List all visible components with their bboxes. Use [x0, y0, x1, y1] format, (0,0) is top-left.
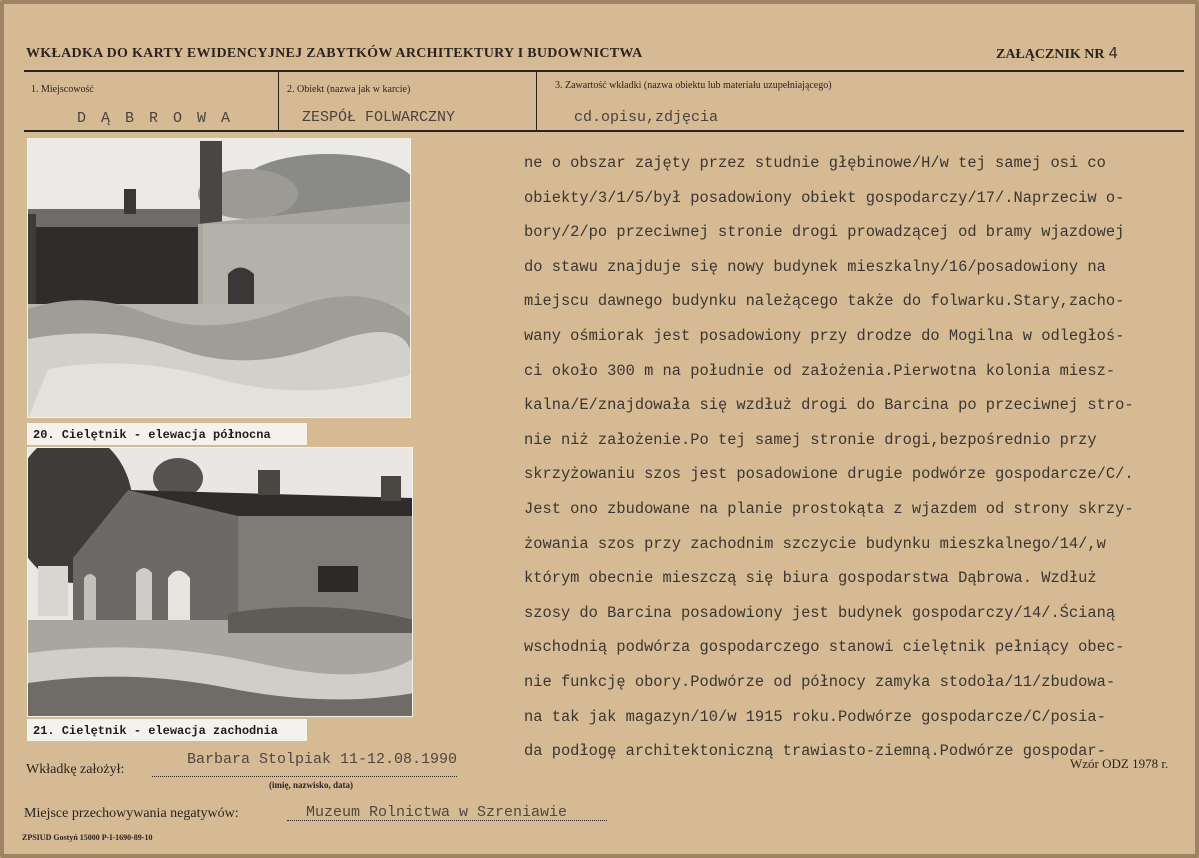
typed-line: bory/2/po przeciwnej stronie drogi prowadzącej od bramy wjazdowej [524, 223, 1125, 242]
photo-north-elevation-image [28, 139, 411, 418]
author-dotline [152, 776, 457, 777]
author-label: Wkładkę założył: [26, 762, 125, 777]
typed-line: miejscu dawnego budynku należącego także do folwarku.Stary,zacho- [524, 292, 1125, 311]
typed-line: żowania szos przy zachodnim szczycie budynku mieszkalnego/14/,w [524, 534, 1106, 553]
photo-caption-west: 21. Cielętnik - elewacja zachodnia [27, 719, 307, 741]
typed-line: ci około 300 m na południe od założenia.Pierwotna kolonia miesz- [524, 361, 1116, 380]
typed-description [524, 146, 1184, 769]
header-rule-top [24, 70, 1184, 72]
typed-line: nie funkcję obory.Podwórze od północy zamyka stodoła/11/zbudowa- [524, 672, 1116, 691]
contents-label: 3. Zawartość wkładki (nazwa obiektu lub materiału uzupełniającego) [555, 80, 832, 91]
form-reference: Wzór ODZ 1978 r. [1070, 756, 1169, 771]
typed-line: którym obecnie mieszczą się biura gospodarstwa Dąbrowa. Wzdłuż [524, 569, 1097, 588]
negatives-value: Muzeum Rolnictwa w Szreniawie [306, 804, 568, 821]
card-title: WKŁADKA DO KARTY EWIDENCYJNEJ ZABYTKÓW ARCHITEKTURY I BUDOWNICTWA [26, 46, 643, 61]
object-value: ZESPÓŁ FOLWARCZNY [302, 109, 456, 126]
photo-west-elevation [27, 447, 413, 717]
photo-west-elevation-image [28, 448, 413, 717]
object-label: 2. Obiekt (nazwa jak w karcie) [287, 84, 411, 95]
negatives-label: Miejsce przechowywania negatywów: [24, 806, 239, 821]
typed-line: wany ośmiorak jest posadowiony przy drodze do Mogilna w odległoś- [524, 326, 1125, 345]
typed-line: szosy do Barcina posadowiony jest budynek gospodarczy/14/.Ścianą [524, 603, 1116, 622]
typed-line: skrzyżowaniu szos jest posadowione drugie podwórze gospodarcze/C/. [524, 465, 1134, 484]
locality-value: D Ą B R O W A [77, 110, 234, 127]
contents-value: cd.opisu,zdjęcia [574, 109, 719, 126]
typed-line: obiekty/3/1/5/był posadowiony obiekt gospodarczy/17/.Naprzeciw o- [524, 188, 1125, 207]
typed-line: kalna/E/znajdowała się wzdłuż drogi do Barcina po przeciwnej stro- [524, 396, 1134, 415]
appendix-number: 4 [1108, 44, 1119, 62]
appendix-label [996, 44, 1118, 63]
typed-line: nie niż założenie.Po tej samej stronie drogi,bezpośrednio przy [524, 430, 1097, 449]
print-reference: ZPSIUD Gostyń 15000 P-I-1690-89-10 [22, 833, 153, 842]
field-divider-1 [278, 72, 279, 130]
field-divider-2 [536, 72, 537, 130]
appendix-label-text: ZAŁĄCZNIK NR [996, 47, 1105, 62]
typed-line: da podłogę architektoniczną trawiasto-ziemną.Podwórze gospodar- [524, 742, 1106, 761]
typed-line: Jest ono zbudowane na planie prostokąta z wjazdem od strony skrzy- [524, 499, 1134, 518]
photo-north-elevation [27, 138, 411, 418]
photo-caption-north: 20. Cielętnik - elewacja północna [27, 423, 307, 445]
typed-line: do stawu znajduje się nowy budynek mieszkalny/16/posadowiony na [524, 257, 1106, 276]
author-hint: (imię, nazwisko, data) [269, 780, 353, 790]
typed-line: ne o obszar zajęty przez studnie głębinowe/H/w tej samej osi co [524, 154, 1106, 172]
locality-label: 1. Miejscowość [31, 84, 94, 95]
typed-line: na tak jak magazyn/10/w 1915 roku.Podwórze gospodarcze/C/posia- [524, 707, 1106, 726]
typed-line: wschodnią podwórza gospodarczego stanowi cielętnik pełniący obec- [524, 638, 1125, 657]
header-rule-bottom [24, 130, 1184, 132]
author-value: Barbara Stolpiak 11-12.08.1990 [187, 751, 458, 768]
